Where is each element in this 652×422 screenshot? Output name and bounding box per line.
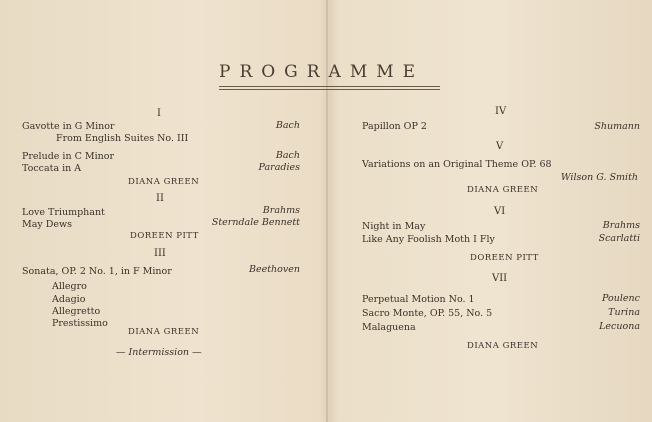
composer-prelude: Bach xyxy=(275,150,300,161)
programme-title: PROGRAMME xyxy=(219,62,425,82)
movement-allegro: Allegro xyxy=(52,281,87,292)
composer-may-dews: Sterndale Bennett xyxy=(211,217,300,228)
composer-love-triumphant: Brahms xyxy=(262,205,300,216)
section-numeral-1: I xyxy=(157,108,161,119)
composer-gavotte: Bach xyxy=(275,120,300,131)
intermission-label: — Intermission — xyxy=(116,347,202,358)
piece-variations: Variations on an Original Theme OP. 68 xyxy=(362,159,552,170)
piece-papillon: Papillon OP 2 xyxy=(362,121,427,132)
performer-6: DOREEN PITT xyxy=(470,253,539,263)
title-rule-top xyxy=(219,86,440,87)
composer-papillon: Shumann xyxy=(594,121,640,132)
performer-1: DIANA GREEN xyxy=(128,177,200,187)
piece-malaguena: Malaguena xyxy=(362,322,416,333)
piece-gavotte: Gavotte in G Minor xyxy=(22,121,115,132)
movement-prestissimo: Prestissimo xyxy=(52,318,108,329)
piece-sonata: Sonata, OP. 2 No. 1, in F Minor xyxy=(22,266,172,277)
movement-allegretto: Allegretto xyxy=(52,306,101,317)
composer-perpetual-motion: Poulenc xyxy=(602,293,640,304)
title-rule-bottom xyxy=(219,89,440,90)
section-numeral-7: VII xyxy=(492,273,508,284)
piece-prelude: Prelude in C Minor xyxy=(22,151,115,162)
section-numeral-6: VI xyxy=(494,206,506,217)
section-numeral-3: III xyxy=(154,248,166,259)
movement-adagio: Adagio xyxy=(52,294,86,305)
composer-variations: Wilson G. Smith xyxy=(560,172,638,183)
composer-toccata: Paradies xyxy=(258,162,300,173)
piece-love-triumphant: Love Triumphant xyxy=(22,207,105,218)
performer-7: DIANA GREEN xyxy=(467,341,539,351)
piece-night-in-may: Night in May xyxy=(362,221,426,232)
piece-may-dews: May Dews xyxy=(22,219,73,230)
composer-malaguena: Lecuona xyxy=(599,321,640,332)
composer-night-in-may: Brahms xyxy=(602,220,640,231)
piece-perpetual-motion: Perpetual Motion No. 1 xyxy=(362,294,475,305)
piece-sacro-monte: Sacro Monte, OP. 55, No. 5 xyxy=(362,308,493,319)
composer-sacro-monte: Turina xyxy=(608,307,640,318)
composer-foolish-moth: Scarlatti xyxy=(598,233,640,244)
composer-sonata: Beethoven xyxy=(249,264,300,275)
section-numeral-4: IV xyxy=(495,106,507,117)
section-numeral-5: V xyxy=(496,141,504,152)
performer-5: DIANA GREEN xyxy=(467,185,539,195)
performer-2: DOREEN PITT xyxy=(130,231,199,241)
piece-toccata: Toccata in A xyxy=(22,163,82,174)
piece-foolish-moth: Like Any Foolish Moth I Fly xyxy=(362,234,495,245)
section-numeral-2: II xyxy=(156,193,164,204)
performer-3: DIANA GREEN xyxy=(128,327,200,337)
piece-gavotte-subtitle: From English Suites No. III xyxy=(56,133,189,144)
